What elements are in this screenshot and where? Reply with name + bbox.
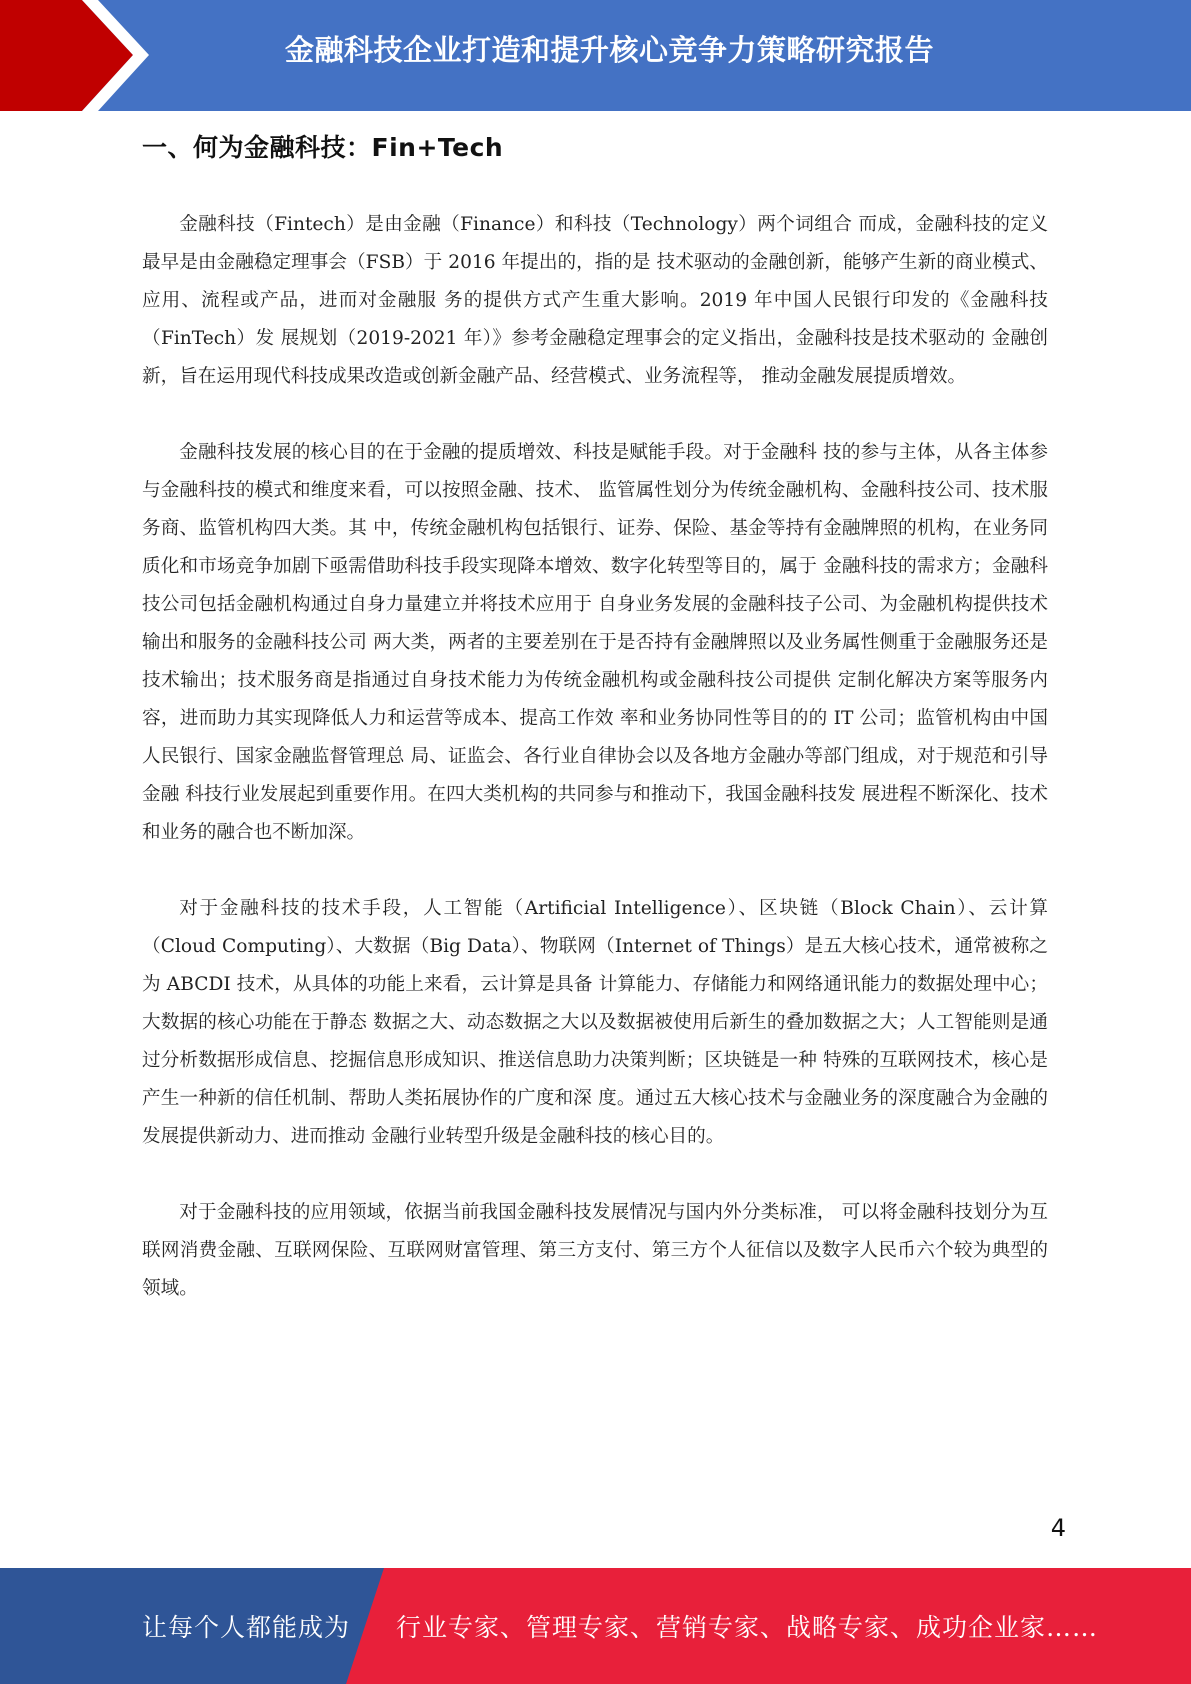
paragraph-participants: 金融科技发展的核心目的在于金融的提质增效、科技是赋能手段。对于金融科 技的参与主体，从各主体参与金融科技的模式和维度来看，可以按照金融、技术、 监管属性划分为传统金融机构、金融科技公司、技术服务商、监管机构四大类。其 中，传统金融机构包括银行、证券、保险、基金等持有金融牌照的机构，在业务同 质化和市场竞争加剧下亟需借助科技手段实现降本增效、数字化转型等目的，属于 金融科技的需求方；金融科技公司包括金融机构通过自身力量建立并将技术应用于 自身业务发展的金融科技子公司、为金融机构提供技术输出和服务的金融科技公司 两大类，两者的主要差别在于是否持有金融牌照以及业务属性侧重于金融服务还是 技术输出；技术服务商是指通过自身技术能力为传统金融机构或金融科技公司提供 定制化解决方案等服务内容，进而助力其实现降低人力和运营等成本、提高工作效 率和业务协同性等目的的 IT 公司；监管机构由中国人民银行、国家金融监督管理总 局、证监会、各行业自律协会以及各地方金融办等部门组成，对于规范和引导金融 科技行业发展起到重要作用。在四大类机构的共同参与和推动下，我国金融科技发 展进程不断深化、技术和业务的融合也不断加深。 [142, 442, 1048, 843]
report-title: 金融科技企业打造和提升核心竞争力策略研究报告 [284, 33, 934, 67]
header-banner [0, 0, 1191, 111]
footer-banner [0, 1568, 1191, 1684]
footer-slogan-right: 行业专家、管理专家、营销专家、战略专家、成功企业家…… [396, 1613, 1099, 1642]
paragraph-applications: 对于金融科技的应用领域，依据当前我国金融科技发展情况与国内外分类标准， 可以将金融科技划分为互联网消费金融、互联网保险、互联网财富管理、第三方支付、第三方个人征信以及数字人民币六个较为典型的领域。 [142, 1202, 1048, 1299]
document-body [142, 206, 1048, 1346]
page-number: 4 [1050, 1514, 1066, 1542]
section-heading: 一、何为金融科技：Fin+Tech [142, 133, 504, 162]
paragraph-technologies: 对于金融科技的技术手段，人工智能（Artificial Intelligence）、区块链（Block Chain）、云计算（Cloud Computing）、大数据（Big Data）、物联网（Internet of Things）是五大核心技术，通常被称之为 ABCDI 技术，从具体的功能上来看，云计算是具备 计算能力、存储能力和网络通讯能力的数据处理中心；大数据的核心功能在于静态 数据之大、动态数据之大以及数据被使用后新生的叠加数据之大；人工智能则是通 过分析数据形成信息、挖掘信息形成知识、推送信息助力决策判断；区块链是一种 特殊的互联网技术，核心是产生一种新的信任机制、帮助人类拓展协作的广度和深 度。通过五大核心技术与金融业务的深度融合为金融的发展提供新动力、进而推动 金融行业转型升级是金融科技的核心目的。 [142, 898, 1048, 1147]
paragraph-definition: 金融科技（Fintech）是由金融（Finance）和科技（Technology）两个词组合 而成，金融科技的定义最早是由金融稳定理事会（FSB）于 2016 年提出的，指的是 技术驱动的金融创新，能够产生新的商业模式、应用、流程或产品，进而对金融服 务的提供方式产生重大影响。2019 年中国人民银行印发的《金融科技（FinTech）发 展规划（2019-2021 年）》参考金融稳定理事会的定义指出，金融科技是技术驱动的 金融创新，旨在运用现代科技成果改造或创新金融产品、经营模式、业务流程等， 推动金融发展提质增效。 [142, 214, 1048, 387]
footer-slogan-left: 让每个人都能成为 [142, 1613, 351, 1642]
